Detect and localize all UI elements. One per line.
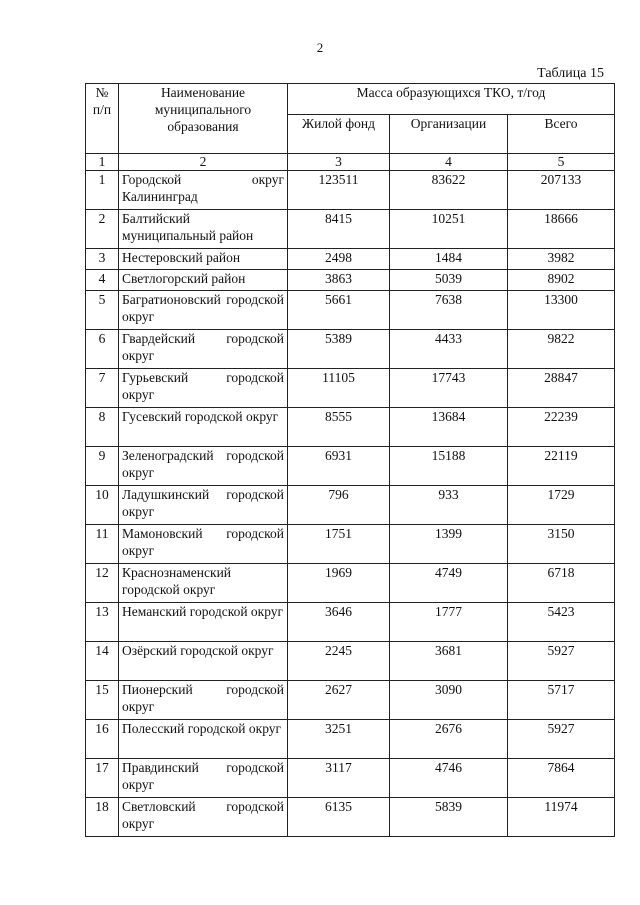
total-value: 13300 bbox=[508, 291, 615, 330]
table-row bbox=[86, 486, 615, 525]
row-number: 1 bbox=[86, 171, 119, 210]
municipality-name: Светловский городской округ bbox=[119, 798, 288, 837]
total-value: 1729 bbox=[508, 486, 615, 525]
total-value: 28847 bbox=[508, 369, 615, 408]
residential-value: 3117 bbox=[288, 759, 390, 798]
organizations-value: 4749 bbox=[390, 564, 508, 603]
residential-value: 5661 bbox=[288, 291, 390, 330]
residential-value: 3251 bbox=[288, 720, 390, 759]
municipality-name: Багратионовский городской округ bbox=[119, 291, 288, 330]
total-value: 5927 bbox=[508, 642, 615, 681]
residential-value: 2498 bbox=[288, 249, 390, 270]
row-number: 7 bbox=[86, 369, 119, 408]
organizations-value: 3681 bbox=[390, 642, 508, 681]
column-number: 2 bbox=[119, 154, 288, 171]
header-num: № п/п bbox=[86, 84, 119, 154]
total-value: 207133 bbox=[508, 171, 615, 210]
organizations-value: 5839 bbox=[390, 798, 508, 837]
total-value: 22119 bbox=[508, 447, 615, 486]
total-value: 7864 bbox=[508, 759, 615, 798]
organizations-value: 4433 bbox=[390, 330, 508, 369]
table-row bbox=[86, 447, 615, 486]
residential-value: 1751 bbox=[288, 525, 390, 564]
table-row bbox=[86, 759, 615, 798]
municipality-name: Городской округ Калининград bbox=[119, 171, 288, 210]
table-row bbox=[86, 564, 615, 603]
header-residential: Жилой фонд bbox=[288, 115, 390, 154]
row-number: 11 bbox=[86, 525, 119, 564]
municipality-name: Озёрский городской округ bbox=[119, 642, 288, 681]
residential-value: 2627 bbox=[288, 681, 390, 720]
residential-value: 2245 bbox=[288, 642, 390, 681]
municipality-name: Светлогорский район bbox=[119, 270, 288, 291]
municipality-name: Неманский городской округ bbox=[119, 603, 288, 642]
residential-value: 6135 bbox=[288, 798, 390, 837]
table-row bbox=[86, 720, 615, 759]
residential-value: 5389 bbox=[288, 330, 390, 369]
table-row bbox=[86, 291, 615, 330]
row-number: 17 bbox=[86, 759, 119, 798]
row-number: 18 bbox=[86, 798, 119, 837]
organizations-value: 15188 bbox=[390, 447, 508, 486]
residential-value: 1969 bbox=[288, 564, 390, 603]
table-row bbox=[86, 681, 615, 720]
municipality-name: Полесский городской округ bbox=[119, 720, 288, 759]
organizations-value: 5039 bbox=[390, 270, 508, 291]
total-value: 3150 bbox=[508, 525, 615, 564]
table-row bbox=[86, 210, 615, 249]
residential-value: 796 bbox=[288, 486, 390, 525]
organizations-value: 1484 bbox=[390, 249, 508, 270]
row-number: 15 bbox=[86, 681, 119, 720]
table-row bbox=[86, 798, 615, 837]
municipality-name: Правдинский городской округ bbox=[119, 759, 288, 798]
row-number: 4 bbox=[86, 270, 119, 291]
table-row bbox=[86, 171, 615, 210]
municipality-name: Гусевский городской округ bbox=[119, 408, 288, 447]
total-value: 9822 bbox=[508, 330, 615, 369]
total-value: 11974 bbox=[508, 798, 615, 837]
total-value: 18666 bbox=[508, 210, 615, 249]
header-mass-group: Масса образующихся ТКО, т/год bbox=[288, 84, 615, 115]
municipality-name: Балтийский муниципальный район bbox=[119, 210, 288, 249]
table-row bbox=[86, 330, 615, 369]
table-caption: Таблица 15 bbox=[537, 66, 604, 81]
municipality-name: Нестеровский район bbox=[119, 249, 288, 270]
residential-value: 11105 bbox=[288, 369, 390, 408]
table-body bbox=[86, 171, 615, 837]
organizations-value: 83622 bbox=[390, 171, 508, 210]
municipality-name: Зеленоградский городской округ bbox=[119, 447, 288, 486]
page-number: 2 bbox=[316, 40, 324, 55]
table-header bbox=[86, 84, 615, 171]
residential-value: 3646 bbox=[288, 603, 390, 642]
row-number: 14 bbox=[86, 642, 119, 681]
total-value: 6718 bbox=[508, 564, 615, 603]
total-value: 3982 bbox=[508, 249, 615, 270]
residential-value: 123511 bbox=[288, 171, 390, 210]
municipality-name: Ладушкинский городской округ bbox=[119, 486, 288, 525]
organizations-value: 7638 bbox=[390, 291, 508, 330]
organizations-value: 4746 bbox=[390, 759, 508, 798]
total-value: 5927 bbox=[508, 720, 615, 759]
table-row bbox=[86, 642, 615, 681]
column-number: 1 bbox=[86, 154, 119, 171]
column-number: 4 bbox=[390, 154, 508, 171]
organizations-value: 13684 bbox=[390, 408, 508, 447]
column-number: 5 bbox=[508, 154, 615, 171]
organizations-value: 1399 bbox=[390, 525, 508, 564]
waste-mass-table bbox=[85, 83, 615, 837]
row-number: 12 bbox=[86, 564, 119, 603]
row-number: 5 bbox=[86, 291, 119, 330]
residential-value: 8415 bbox=[288, 210, 390, 249]
municipality-name: Пионерский городской округ bbox=[119, 681, 288, 720]
total-value: 5423 bbox=[508, 603, 615, 642]
organizations-value: 2676 bbox=[390, 720, 508, 759]
table-row bbox=[86, 249, 615, 270]
municipality-name: Мамоновский городской округ bbox=[119, 525, 288, 564]
total-value: 8902 bbox=[508, 270, 615, 291]
residential-value: 8555 bbox=[288, 408, 390, 447]
column-numbers-row bbox=[86, 154, 615, 171]
table-row bbox=[86, 525, 615, 564]
row-number: 3 bbox=[86, 249, 119, 270]
header-organizations: Организации bbox=[390, 115, 508, 154]
table-row bbox=[86, 369, 615, 408]
organizations-value: 10251 bbox=[390, 210, 508, 249]
municipality-name: Гвардейский городской округ bbox=[119, 330, 288, 369]
row-number: 16 bbox=[86, 720, 119, 759]
table-row bbox=[86, 408, 615, 447]
table-row bbox=[86, 603, 615, 642]
table-row bbox=[86, 270, 615, 291]
residential-value: 6931 bbox=[288, 447, 390, 486]
organizations-value: 933 bbox=[390, 486, 508, 525]
row-number: 13 bbox=[86, 603, 119, 642]
organizations-value: 3090 bbox=[390, 681, 508, 720]
row-number: 8 bbox=[86, 408, 119, 447]
column-number: 3 bbox=[288, 154, 390, 171]
header-name: Наименование муниципального образования bbox=[119, 84, 288, 154]
row-number: 10 bbox=[86, 486, 119, 525]
residential-value: 3863 bbox=[288, 270, 390, 291]
row-number: 9 bbox=[86, 447, 119, 486]
organizations-value: 1777 bbox=[390, 603, 508, 642]
organizations-value: 17743 bbox=[390, 369, 508, 408]
total-value: 5717 bbox=[508, 681, 615, 720]
row-number: 6 bbox=[86, 330, 119, 369]
municipality-name: Гурьевский городской округ bbox=[119, 369, 288, 408]
municipality-name: Краснознаменский городской округ bbox=[119, 564, 288, 603]
row-number: 2 bbox=[86, 210, 119, 249]
header-total: Всего bbox=[508, 115, 615, 154]
total-value: 22239 bbox=[508, 408, 615, 447]
